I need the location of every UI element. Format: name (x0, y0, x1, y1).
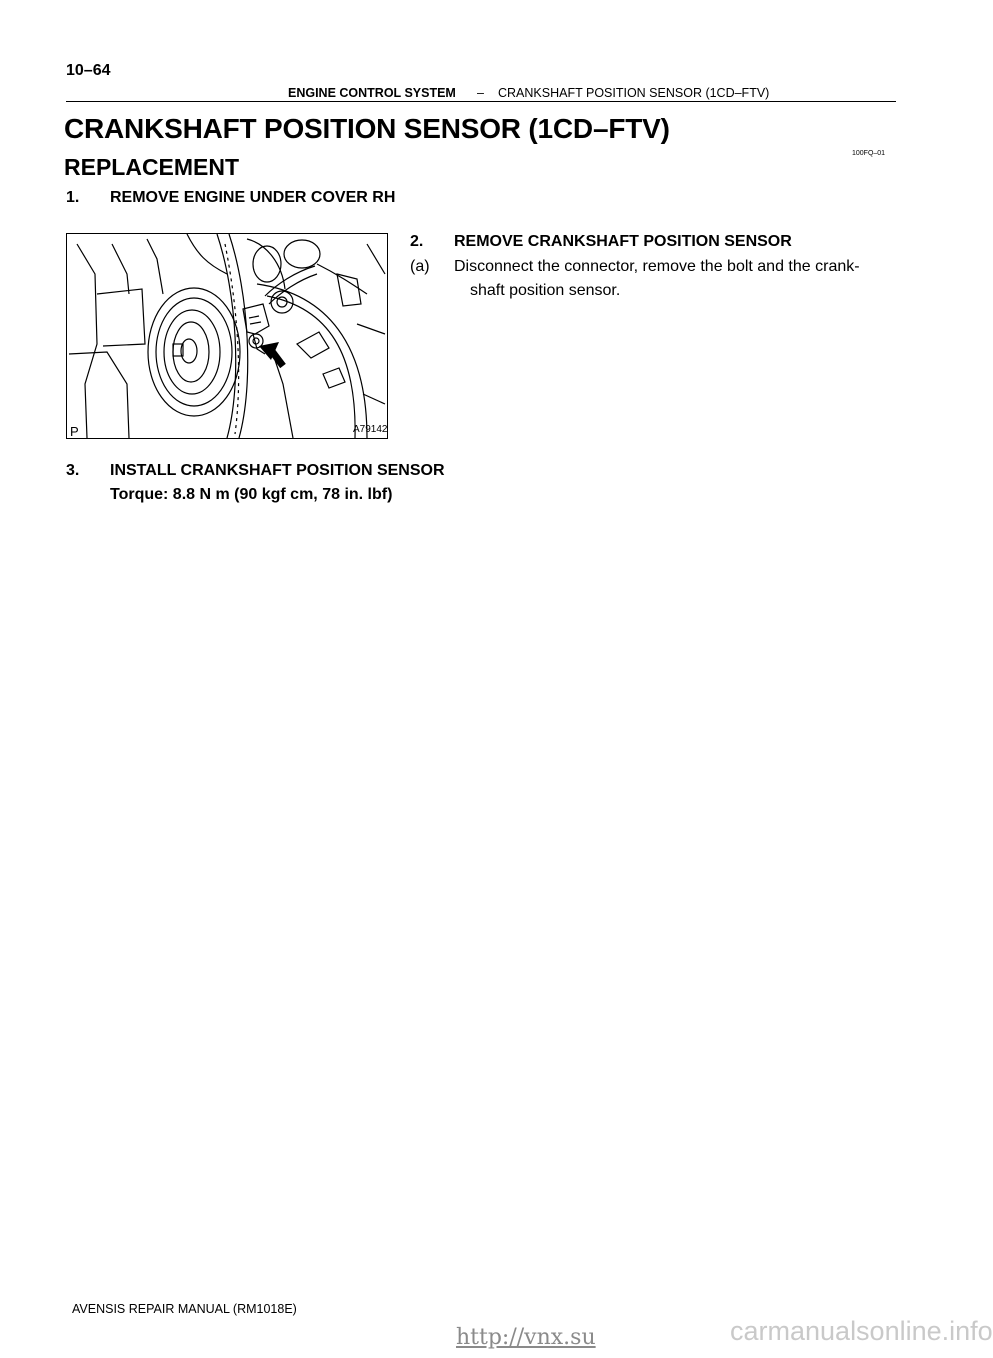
document-code: 100FQ–01 (852, 150, 886, 157)
footer-link[interactable]: http://vnx.su (456, 1325, 596, 1350)
step-1-number: 1. (66, 189, 80, 206)
substep-a-line-1: Disconnect the connector, remove the bolt and the crank- (454, 258, 860, 275)
step-2-text: REMOVE CRANKSHAFT POSITION SENSOR (454, 233, 792, 250)
step-3-text: INSTALL CRANKSHAFT POSITION SENSOR (110, 462, 445, 479)
header-separator: – (477, 86, 484, 100)
step-3-number: 3. (66, 462, 80, 479)
figure-corner-mark: P (70, 424, 79, 439)
engine-illustration (66, 233, 388, 439)
page-number: 10–64 (66, 62, 111, 79)
section-heading: REPLACEMENT (64, 154, 240, 180)
step-2-number: 2. (410, 233, 424, 250)
header-subsection-title: CRANKSHAFT POSITION SENSOR (1CD–FTV) (498, 86, 770, 100)
header-divider (66, 101, 896, 102)
crankshaft-sensor-drawing (67, 234, 387, 438)
bolt-pointer-arrow (259, 342, 283, 366)
page-title: CRANKSHAFT POSITION SENSOR (1CD–FTV) (64, 113, 670, 144)
header-section-title: ENGINE CONTROL SYSTEM (288, 86, 456, 100)
watermark: carmanualsonline.info (730, 1316, 993, 1346)
substep-a-line-2: shaft position sensor. (470, 282, 621, 299)
footer-manual-title: AVENSIS REPAIR MANUAL (RM1018E) (72, 1302, 297, 1316)
torque-spec: Torque: 8.8 N m (90 kgf cm, 78 in. lbf) (110, 486, 393, 503)
figure-id: A79142 (353, 424, 388, 435)
substep-a-label: (a) (410, 258, 430, 275)
step-1-text: REMOVE ENGINE UNDER COVER RH (110, 189, 396, 206)
